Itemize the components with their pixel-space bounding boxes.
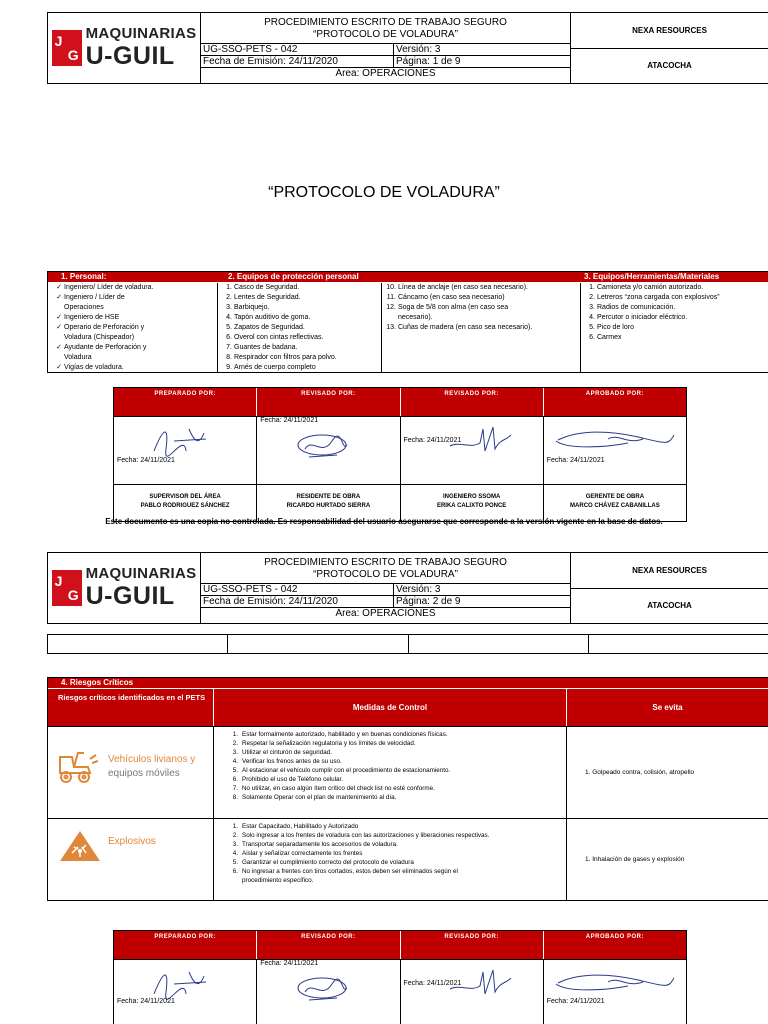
epp-column-b (382, 283, 581, 372)
risk-avoid: 1. Inhalación de gases y explosión (585, 856, 685, 863)
critical-risks-table (47, 677, 768, 901)
signer-role: SUPERVISOR DEL ÁREA (149, 494, 221, 500)
list-item: 5. Pico de loro (589, 324, 634, 331)
signer-name: MARCO CHÁVEZ CABANILLAS (570, 503, 660, 509)
risk-row (48, 726, 768, 818)
signature-icon (548, 425, 678, 455)
approved-by-label: APROBADO POR: (585, 934, 644, 940)
signature-icon (287, 970, 357, 1010)
signature-date: Fecha: 24/11/2021 (403, 980, 462, 987)
list-item: 10. Línea de anclaje (en caso sea necesario). (386, 284, 528, 291)
signature-icon (287, 427, 357, 467)
personal-column (48, 283, 218, 372)
check-icon: ✓ (56, 344, 62, 351)
list-item: 9. Arnés de cuerpo completo (226, 364, 316, 371)
list-item: 2. Solo ingresar a los frentes de voladura con las autorizaciones y liberaciones respectivas. (232, 832, 490, 839)
doc-page: Página: 2 de 9 (396, 596, 461, 607)
reviewed-by-label: REVISADO POR: (257, 931, 400, 959)
logo-mark: J G (52, 30, 82, 66)
brand-top: MAQUINARIAS (85, 25, 197, 42)
list-item: 3. Transportar separadamente los accesorios de voladura. (232, 841, 398, 848)
list-item: 8. Solamente Operar con el plan de mantenimiento al día. (232, 794, 397, 801)
list-item: 1. Casco de Seguridad. (226, 284, 300, 291)
list-item: ✓ Ayudante de Perforación y (50, 343, 215, 353)
reviewed-by-label-2: REVISADO POR: (401, 388, 544, 416)
list-item: 11. Cáncamo (en caso sea necesario) (386, 294, 505, 301)
list-item: 7. Guantes de badana. (226, 344, 298, 351)
list-item: 8. Respirador con filtros para polvo. (226, 354, 337, 361)
doc-version: Versión: 3 (396, 44, 441, 55)
list-item: ✓ Ingeniero/ Líder de voladura. (50, 283, 215, 293)
signature-date: Fecha: 24/11/2021 (403, 437, 462, 444)
equipos-column (581, 283, 768, 372)
signature-block (113, 387, 687, 522)
doc-area: Área: OPERACIONES (335, 608, 436, 619)
prepared-by-label: PREPARADO POR: (114, 931, 257, 959)
list-item: 6. Overol con cintas reflectivas. (226, 334, 324, 341)
approved-by-label: APROBADO POR: (585, 391, 644, 397)
epp-column-a (218, 283, 382, 372)
client-name: NEXA RESOURCES (571, 13, 768, 49)
document-header (47, 12, 768, 84)
document-header (47, 552, 768, 624)
list-item: 1. Camioneta y/o camión autorizado. (589, 284, 704, 291)
resources-header: 1. Personal: 2. Equipos de protección personal 3. Equipos/Herramientas/Materiales (48, 272, 768, 282)
list-item: Voladura (64, 354, 92, 361)
list-item: 4. Tapón auditivo de goma. (226, 314, 311, 321)
list-item: 3. Radios de comunicación. (589, 304, 676, 311)
signer-name: PABLO RODRIGUEZ SÁNCHEZ (140, 503, 230, 509)
signature-date: Fecha: 24/11/2021 (546, 998, 605, 1005)
signature-date: Fecha: 24/11/2021 (546, 457, 605, 464)
critical-risks-title: 4. Riesgos Críticos (48, 678, 768, 688)
list-item: procedimiento específico. (242, 877, 314, 884)
list-item: 7. No utilizar, en caso algún ítem crítico del check list no esté conforme. (232, 785, 435, 792)
uncontrolled-copy-note: Este documento es una copia no controlada. Es responsabilidad del usuario asegurarse que corresponde a la versión vigente en la base de datos. (105, 517, 663, 526)
risks-column-header: Riesgos críticos identificados en el PETS (48, 689, 214, 726)
list-item: 13. Cuñas de madera (en caso sea necesario). (386, 324, 533, 331)
signer-role: INGENIERO SSOMA (442, 494, 501, 500)
company-logo (48, 13, 201, 83)
list-item: 1. Estar Capacitado, Habilitado y Autorizado (232, 823, 359, 830)
doc-code: UG-SSO-PETS - 042 (201, 584, 394, 595)
doc-version: Versión: 3 (396, 584, 441, 595)
brand-top: MAQUINARIAS (85, 565, 197, 582)
signer-name: RICARDO HURTADO SIERRA (286, 503, 371, 509)
list-item: 12. Soga de 5/8 con alma (en caso sea (386, 304, 509, 311)
risk-label: Explosivos (108, 836, 156, 847)
list-item: 5. Garantizar el cumplimiento correcto del protocolo de voladura (232, 859, 414, 866)
list-item: 6. Prohibido el uso de Teléfono celular. (232, 776, 344, 783)
signer-name: ERIKA CALIXTO PONCE (436, 503, 507, 509)
brand-bottom: U-GUIL (85, 42, 175, 70)
risk-avoid: 1. Golpeado contra, colisión, atropello (585, 769, 695, 776)
explosion-icon (58, 829, 102, 863)
signature-date: Fecha: 24/11/2021 (260, 960, 319, 967)
signer-role: RESIDENTE DE OBRA (296, 494, 361, 500)
company-logo (48, 553, 201, 623)
list-item: 5. Zapatos de Seguridad. (226, 324, 305, 331)
resources-table (47, 271, 768, 373)
continuation-row (47, 634, 768, 654)
risk-row (48, 818, 768, 900)
controls-column-header: Medidas de Control (214, 689, 567, 726)
header-title: PROCEDIMIENTO ESCRITO DE TRABAJO SEGURO “PROTOCOLO DE VOLADURA” (201, 553, 570, 584)
signer-role: GERENTE DE OBRA (585, 494, 645, 500)
list-item: 1. Estar formalmente autorizado, habilitado y en buenas condiciones físicas. (232, 731, 448, 738)
vehicle-icon (56, 749, 100, 785)
header-title: PROCEDIMIENTO ESCRITO DE TRABAJO SEGURO “PROTOCOLO DE VOLADURA” (201, 13, 570, 44)
list-item: 4. Aislar y señalizar correctamente los frentes (232, 850, 363, 857)
list-item: 2. Respetar la señalización regulatoria y los límites de velocidad. (232, 740, 416, 747)
reviewed-by-label: REVISADO POR: (257, 388, 400, 416)
list-item: 4. Percutor o iniciador eléctrico. (589, 314, 688, 321)
signature-date: Fecha: 24/11/2021 (260, 417, 319, 424)
list-item: 5. Al estacionar el vehículo cumplir con el procedimiento de estacionamiento. (232, 767, 451, 774)
brand-bottom: U-GUIL (85, 582, 175, 610)
list-item: 3. Utilizar el cinturón de seguridad. (232, 749, 332, 756)
signature-date: Fecha: 24/11/2021 (117, 998, 175, 1005)
list-item: 4. Verificar los frenos antes de su uso. (232, 758, 342, 765)
site-name: ATACOCHA (647, 601, 692, 611)
prepared-by-label: PREPARADO POR: (114, 388, 257, 416)
check-icon: ✓ (56, 324, 62, 331)
check-icon: ✓ (56, 294, 62, 301)
document-title: “PROTOCOLO DE VOLADURA” (268, 184, 500, 201)
doc-date: Fecha de Emisión: 24/11/2020 (201, 596, 394, 607)
list-item: ✓ Operario de Perforación y (50, 323, 215, 333)
risk-label: Vehículos livianos y equipos móviles (108, 754, 196, 779)
list-item: 3. Barbiquejo. (226, 304, 270, 311)
doc-area: Área: OPERACIONES (335, 68, 436, 79)
list-item: 6. No ingresar a frentes con tiros cortados, estos deben ser eliminados según el (232, 868, 458, 875)
signature-block (113, 930, 687, 1024)
list-item: 6. Carmex (589, 334, 622, 341)
avoids-column-header: Se evita (652, 703, 683, 712)
check-icon: ✓ (56, 284, 62, 291)
list-item: necesario). (398, 314, 433, 321)
signature-icon (548, 968, 678, 998)
list-item: 2. Letreros “zona cargada con explosivos” (589, 294, 720, 301)
list-item: Operaciones (64, 304, 104, 311)
list-item: ✓ Ingeniero de HSE (50, 313, 215, 323)
list-item: Voladura (Chispeador) (64, 334, 135, 341)
doc-page: Página: 1 de 9 (396, 56, 461, 67)
doc-date: Fecha de Emisión: 24/11/2020 (201, 56, 394, 67)
site-name: ATACOCHA (647, 61, 692, 71)
reviewed-by-label-2: REVISADO POR: (401, 931, 544, 959)
check-icon: ✓ (56, 364, 62, 371)
logo-mark: J G (52, 570, 82, 606)
client-name: NEXA RESOURCES (571, 553, 768, 589)
signature-icon (144, 421, 214, 461)
list-item: ✓ Vigías de voladura. (50, 363, 215, 373)
list-item: ✓ Ingeniero / Líder de (50, 293, 215, 303)
check-icon: ✓ (56, 314, 62, 321)
signature-date: Fecha: 24/11/2021 (117, 457, 175, 464)
doc-code: UG-SSO-PETS - 042 (201, 44, 394, 55)
list-item: 2. Lentes de Seguridad. (226, 294, 301, 301)
